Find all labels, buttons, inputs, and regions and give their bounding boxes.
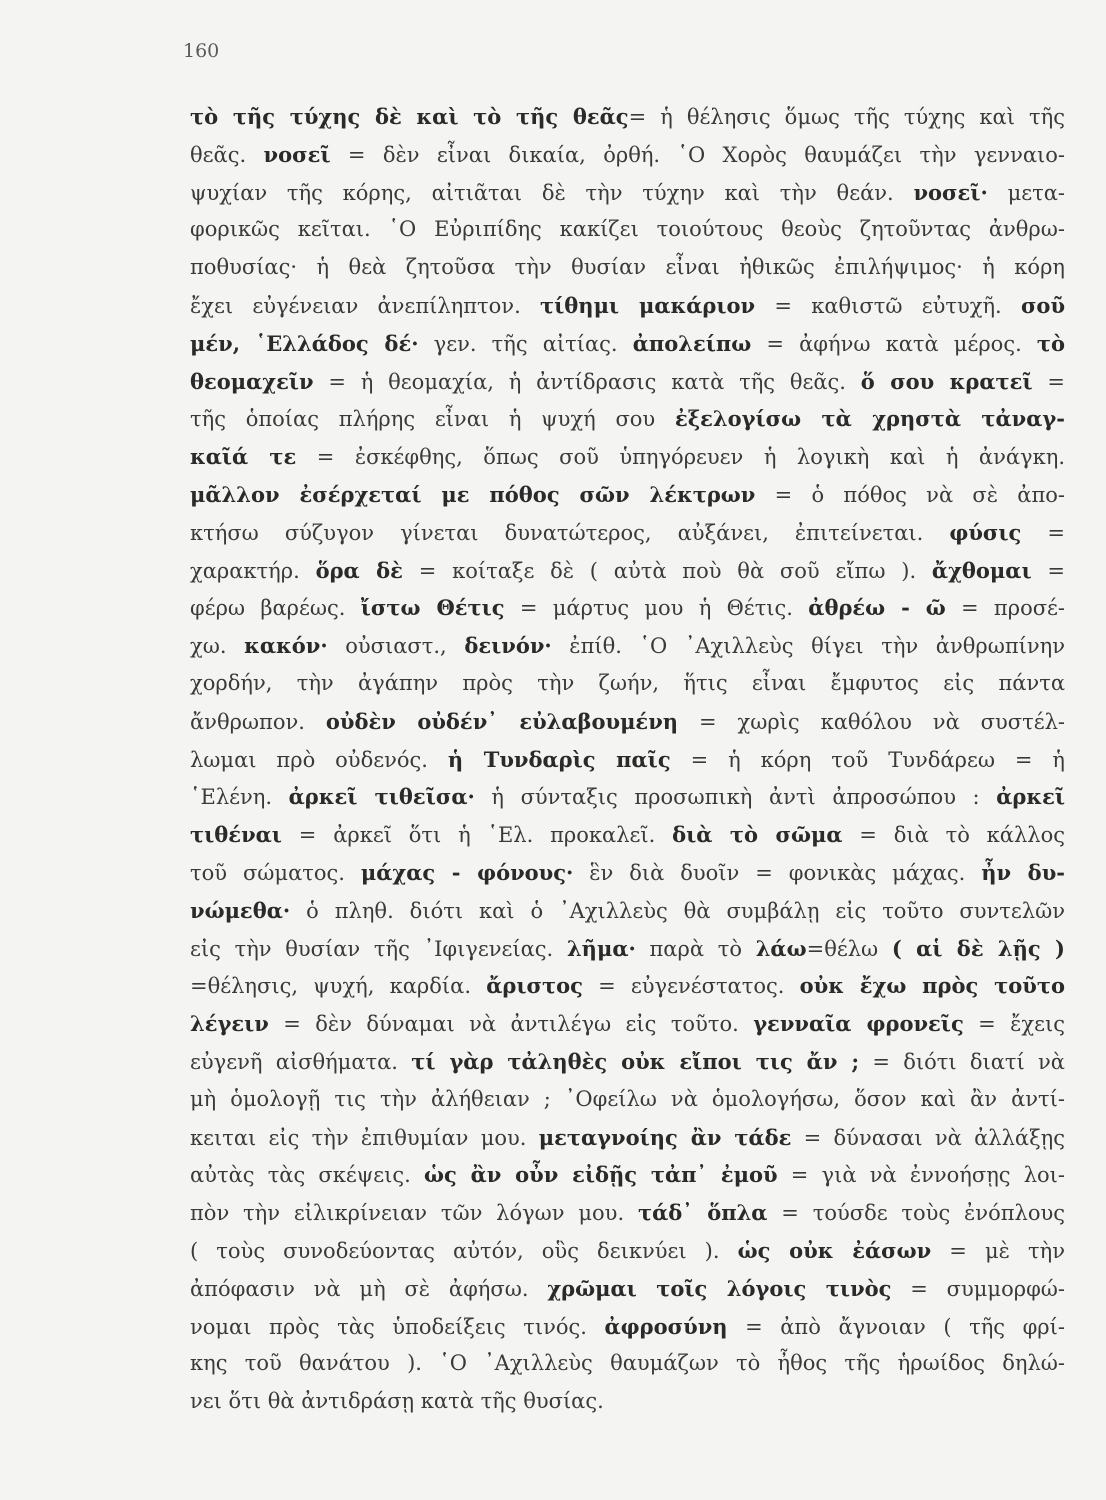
gloss-text: χω. (190, 634, 245, 659)
lemma-term: σοῦ (1020, 292, 1066, 318)
text-line (190, 1081, 1065, 1119)
lemma-term: λῆμα· (566, 935, 636, 961)
gloss-text: = ἡ κόρη τοῦ Τυνδάρεω = ἡ (670, 747, 1065, 772)
text-line (190, 514, 1065, 552)
lemma-term: οὐκ ἔχω πρὸς τοῦτο (799, 973, 1065, 999)
text-line (190, 174, 1065, 212)
lemma-term: λάω (755, 935, 807, 961)
gloss-text: ποθυσίας· ἡ θεὰ ζητοῦσα τὴν θυσίαν εἶναι ἠθικῶς ἐπιλήψιμος· ἡ κόρη (190, 255, 1065, 280)
gloss-text: εἰς τὴν θυσίαν τῆς ᾿Ιφιγενείας. (190, 936, 567, 961)
gloss-text: κης τοῦ θανάτου ). ῾Ο ᾿Αχιλλεὺς θαυμάζων τὸ ἦθος τῆς ἡρωίδος δηλώ- (190, 1351, 1065, 1376)
gloss-text: θεᾶς. (190, 142, 264, 167)
gloss-text: εὐγενῆ αἰσθήματα. (190, 1049, 412, 1074)
lemma-term: ἀρκεῖ τιθεῖσα· (288, 784, 475, 810)
text-line (190, 1043, 1065, 1081)
gloss-text: αὐτὰς τὰς σκέψεις. (190, 1163, 424, 1188)
lemma-term: κακόν· (244, 633, 328, 659)
lemma-term: νώμεθα· (190, 897, 291, 923)
gloss-text: ἡ σύνταξις προσωπικὴ ἀντὶ ἀπροσώπου : (474, 785, 997, 810)
lemma-term: μέν, ῾Ελλάδος δέ· (190, 330, 419, 356)
text-line (190, 892, 1065, 930)
gloss-text: ἀπόφασιν νὰ μὴ σὲ ἀφήσω. (190, 1276, 548, 1301)
gloss-text: = (1031, 558, 1065, 583)
text-line (190, 816, 1065, 854)
gloss-text: φορικῶς κεῖται. ῾Ο Εὐριπίδης κακίζει τοιούτους θεοὺς ζητοῦντας ἀνθρω- (190, 217, 1065, 242)
gloss-text: νομαι πρὸς τὰς ὑποδείξεις τινός. (190, 1314, 605, 1339)
lemma-term: ἀρκεῖ (996, 784, 1066, 810)
gloss-text: μετα- (987, 180, 1065, 205)
text-line (190, 703, 1065, 741)
gloss-text: χαρακτήρ. (190, 558, 316, 583)
text-line (190, 665, 1065, 703)
text-line (190, 854, 1065, 892)
gloss-text: πὸν τὴν εἰλικρίνειαν τῶν λόγων μου. (190, 1201, 638, 1226)
gloss-text: = μάρτυς μου ἡ Θέτις. (504, 596, 809, 621)
lemma-term: μᾶλλον ἐσέρχεταί με πόθος σῶν λέκτρων (190, 481, 756, 507)
lemma-term: διὰ τὸ σῶμα (672, 822, 843, 848)
lemma-term: τὸ τῆς τύχης δὲ καὶ τὸ τῆς θεᾶς (190, 104, 629, 129)
lemma-term: ὅρα δὲ (315, 557, 403, 583)
text-line (190, 136, 1065, 174)
gloss-text: ( τοὺς συνοδεύοντας αὐτόν, οὓς δεικνύει ). (190, 1238, 738, 1263)
gloss-text: ἐπίθ. ῾Ο ᾿Αχιλλεὺς θίγει τὴν ἀνθρωπίνην (551, 634, 1065, 659)
text-line (190, 1119, 1065, 1157)
lemma-term: ἄχθομαι (931, 557, 1032, 583)
text-line (190, 98, 1065, 136)
gloss-text: κειται εἰς τὴν ἐπιθυμίαν μου. (190, 1125, 539, 1150)
gloss-text: ἄνθρωπον. (190, 709, 326, 734)
gloss-text: παρὰ τὸ (635, 936, 756, 961)
gloss-text: κτήσω σύζυγον γίνεται δυνατώτερος, αὐξάνει, ἐπιτείνεται. (190, 520, 950, 545)
lemma-term: ἀφροσύνη (604, 1313, 728, 1339)
gloss-text: = δὲν δύναμαι νὰ ἀντιλέγω εἰς τοῦτο. (268, 1012, 754, 1037)
lemma-term: οὐδὲν οὐδέν᾿ εὐλαβουμένη (325, 708, 679, 734)
gloss-text: = (1032, 369, 1065, 394)
lemma-term: ὡς ἂν οὖν εἰδῇς τἀπ᾿ ἐμοῦ (423, 1162, 778, 1188)
gloss-text: = εὐγενέστατος. (582, 974, 800, 999)
lemma-term: τίθημι μακάριον (540, 292, 756, 318)
gloss-text: ῾Ελένη. (190, 785, 289, 810)
gloss-text: = ἐσκέφθης, ὅπως σοῦ ὑπηγόρευεν ἡ λογικὴ καὶ ἡ ἀνάγκη. (296, 445, 1065, 470)
gloss-text: =θέλησις, ψυχή, καρδία. (190, 974, 487, 999)
gloss-text: τῆς ὁποίας πλήρης εἶναι ἡ ψυχή σου (190, 407, 675, 432)
gloss-text: = συμμορφώ- (891, 1276, 1065, 1301)
gloss-text: ἓν διὰ δυοῖν = φονικὰς μάχας. (573, 860, 982, 885)
lemma-term: ( αἱ δὲ λῇς ) (891, 935, 1065, 961)
gloss-text: γεν. τῆς αἰτίας. (418, 331, 633, 356)
gloss-text: χορδήν, τὴν ἀγάπην πρὸς τὴν ζωήν, ἥτις εἶναι ἔμφυτος εἰς πάντα (190, 670, 1065, 695)
lemma-term: θεομαχεῖν (190, 368, 314, 394)
gloss-text: = διότι διατί νὰ (859, 1049, 1065, 1074)
gloss-text: νει ὅτι θὰ ἀντιδράσῃ κατὰ τῆς θυσίας. (190, 1389, 604, 1414)
gloss-text: = ἀφήνω κατὰ μέρος. (751, 331, 1037, 356)
commentary-text (190, 98, 1065, 1421)
lemma-term: νοσεῖ· (913, 179, 988, 205)
text-line (190, 249, 1065, 287)
gloss-text: = δύνασαι νὰ ἀλλάξῃς (791, 1125, 1066, 1150)
gloss-text: = ἀπὸ ἄγνοιαν ( τῆς φρί- (727, 1314, 1065, 1339)
lemma-term: φύσις (949, 519, 1022, 545)
text-line (190, 287, 1065, 325)
gloss-text: = τούσδε τοὺς ἐνόπλους (767, 1201, 1065, 1226)
text-line (190, 967, 1065, 1005)
lemma-term: νοσεῖ (263, 141, 331, 167)
lemma-term: ἐξελογίσω τὰ χρηστὰ τἀναγ- (674, 406, 1065, 432)
lemma-term: ἡ Τυνδαρὶς παῖς (447, 746, 671, 772)
text-line (190, 930, 1065, 968)
lemma-term: καῖά τε (190, 444, 297, 470)
text-line (190, 476, 1065, 514)
lemma-term: τί γὰρ τἀληθὲς οὐκ εἴποι τις ἄν ; (411, 1048, 860, 1074)
text-line (190, 211, 1065, 249)
text-line (190, 1308, 1065, 1346)
lemma-term: ἄριστος (486, 973, 583, 999)
text-line (190, 1345, 1065, 1383)
lemma-term: μεταγνοίης ἂν τάδε (538, 1124, 792, 1150)
text-line (190, 1383, 1065, 1421)
gloss-text: =θέλω (806, 936, 892, 961)
text-line (190, 1194, 1065, 1232)
gloss-text: = ἡ θέλησις ὅμως τῆς τύχης καὶ τῆς (628, 105, 1065, 129)
lemma-term: ἀθρέω - ῶ (808, 595, 946, 621)
gloss-text: λωμαι πρὸ οὐδενός. (190, 747, 448, 772)
text-line (190, 325, 1065, 363)
gloss-text: = γιὰ νὰ ἐννοήσῃς λοι- (777, 1163, 1065, 1188)
lemma-term: δεινόν· (464, 633, 552, 659)
text-line (190, 1270, 1065, 1308)
gloss-text: = δὲν εἶναι δικαία, ὀρθή. ῾Ο Χορὸς θαυμάζει τὴν γενναιο- (330, 142, 1065, 167)
gloss-text: τοῦ σώματος. (190, 860, 361, 885)
text-line (190, 552, 1065, 590)
lemma-term: ἀπολείπω (632, 330, 752, 356)
lemma-term: λέγειν (190, 1011, 269, 1037)
text-line (190, 778, 1065, 816)
lemma-term: μάχας - φόνους· (360, 859, 574, 885)
lemma-term: ἴστω Θέτις (360, 595, 505, 621)
lemma-term: ὡς οὐκ ἐάσων (737, 1237, 932, 1263)
gloss-text: ἔχει εὐγένειαν ἀνεπίληπτον. (190, 293, 540, 318)
gloss-text: = ἀρκεῖ ὅτι ἡ ῾Ελ. προκαλεῖ. (281, 823, 673, 848)
gloss-text: = ἔχεις (963, 1012, 1065, 1037)
lemma-term: τάδ᾿ ὅπλα (637, 1200, 768, 1226)
lemma-term: ὅ σου κρατεῖ (860, 368, 1033, 394)
gloss-text: ψυχίαν τῆς κόρης, αἰτιᾶται δὲ τὴν τύχην καὶ τὴν θεάν. (190, 180, 914, 205)
gloss-text: φέρω βαρέως. (190, 596, 361, 621)
lemma-term: γενναῖα φρονεῖς (753, 1011, 964, 1037)
gloss-text: = καθιστῶ εὐτυχῆ. (755, 293, 1021, 318)
text-line (190, 1156, 1065, 1194)
gloss-text: = χωρὶς καθόλου νὰ συστέλ- (678, 709, 1066, 734)
text-line (190, 400, 1065, 438)
lemma-term: τιθέναι (190, 822, 282, 848)
gloss-text: = μὲ τὴν (931, 1238, 1065, 1263)
gloss-text: ὁ πληθ. διότι καὶ ὁ ᾿Αχιλλεὺς θὰ συμβάλῃ εἰς τοῦτο συντελῶν (290, 898, 1065, 923)
lemma-term: ἦν δυ- (981, 859, 1065, 885)
text-line (190, 627, 1065, 665)
text-line (190, 438, 1065, 476)
gloss-text: = ἡ θεομαχία, ἡ ἀντίδρασις κατὰ τῆς θεᾶς. (313, 369, 861, 394)
text-line (190, 1232, 1065, 1270)
text-line (190, 741, 1065, 779)
lemma-term: τὸ (1036, 330, 1066, 356)
gloss-text: = (1021, 520, 1065, 545)
lemma-term: χρῶμαι τοῖς λόγοις τινὸς (547, 1275, 892, 1301)
gloss-text: μὴ ὁμολογῇ τις τὴν ἀλήθειαν ; ᾿Οφείλω νὰ ὁμολογήσω, ὅσον καὶ ἂν ἀντί- (190, 1086, 1065, 1111)
gloss-text: = κοίταξε δὲ ( αὐτὰ ποὺ θὰ σοῦ εἴπω ). (402, 558, 932, 583)
gloss-text: = προσέ- (945, 596, 1066, 621)
gloss-text: οὐσιαστ., (327, 634, 465, 659)
page-number: 160 (183, 40, 220, 62)
gloss-text: = ὁ πόθος νὰ σὲ ἀπο- (755, 482, 1065, 507)
gloss-text: = διὰ τὸ κάλλος (842, 823, 1065, 848)
text-line (190, 363, 1065, 401)
text-line (190, 1005, 1065, 1043)
text-line (190, 589, 1065, 627)
